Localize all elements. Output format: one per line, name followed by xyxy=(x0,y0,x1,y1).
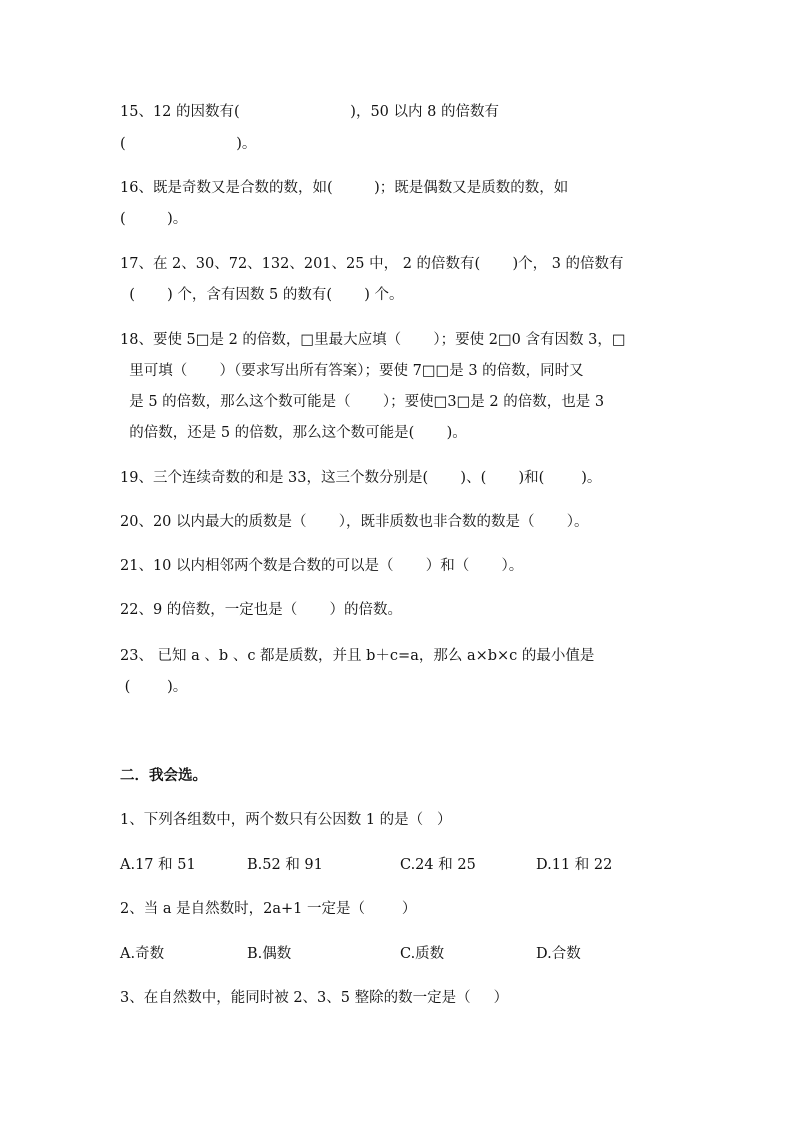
mc-q1-option-d: D.11 和 22 xyxy=(536,857,613,873)
mc-question-1: 1、下列各组数中，两个数只有公因数 1 的是（ ） xyxy=(120,812,452,828)
q23-line-2: ( )。 xyxy=(120,679,188,695)
mc-q1-option-b: B.52 和 91 xyxy=(247,857,323,873)
mc-q2-option-d: D.合数 xyxy=(536,946,581,962)
q18-line-4: 的倍数，还是 5 的倍数，那么这个数可能是( )。 xyxy=(120,425,467,441)
mc-q2-option-c: C.质数 xyxy=(400,946,445,962)
q15-line-1: 15、12 的因数有( )，50 以内 8 的倍数有 xyxy=(120,104,499,120)
q16-line-2: ( )。 xyxy=(120,211,188,227)
mc-question-3: 3、在自然数中，能同时被 2、3、5 整除的数一定是（ ） xyxy=(120,990,509,1006)
mc-q1-option-c: C.24 和 25 xyxy=(400,857,476,873)
q20-line-1: 20、20 以内最大的质数是（ ），既非质数也非合数的数是（ ）。 xyxy=(120,514,589,530)
q17-line-2: ( ) 个，含有因数 5 的数有( ) 个。 xyxy=(120,287,404,303)
q19-line-1: 19、三个连续奇数的和是 33，这三个数分别是( )、( )和( )。 xyxy=(120,470,602,486)
q18-line-1: 18、要使 5□是 2 的倍数，□里最大应填（ ）；要使 2□0 含有因数 3，□ xyxy=(120,332,626,348)
q23-line-1: 23、 已知 a 、b 、c 都是质数，并且 b＋c=a，那么 a×b×c 的最小值是 xyxy=(120,648,595,664)
q21-line-1: 21、10 以内相邻两个数是合数的可以是（ ）和（ ）。 xyxy=(120,558,524,574)
mc-q1-option-a: A.17 和 51 xyxy=(120,857,196,873)
q18-line-3: 是 5 的倍数，那么这个数可能是（ ）；要使□3□是 2 的倍数，也是 3 xyxy=(120,394,605,410)
q17-line-1: 17、在 2、30、72、132、201、25 中， 2 的倍数有( )个， 3 的倍数有 xyxy=(120,256,624,272)
mc-q2-option-b: B.偶数 xyxy=(247,946,292,962)
q15-line-2: ( )。 xyxy=(120,136,257,152)
mc-question-2: 2、当 a 是自然数时，2a+1 一定是（ ） xyxy=(120,901,417,917)
mc-q2-option-a: A.奇数 xyxy=(120,946,165,962)
q18-line-2: 里可填（ ）（要求写出所有答案）；要使 7□□是 3 的倍数，同时又 xyxy=(120,363,584,379)
section-heading: 二．我会选。 xyxy=(120,767,207,784)
q16-line-1: 16、既是奇数又是合数的数，如( )；既是偶数又是质数的数，如 xyxy=(120,180,569,196)
q22-line-1: 22、9 的倍数，一定也是（ ）的倍数。 xyxy=(120,602,403,618)
